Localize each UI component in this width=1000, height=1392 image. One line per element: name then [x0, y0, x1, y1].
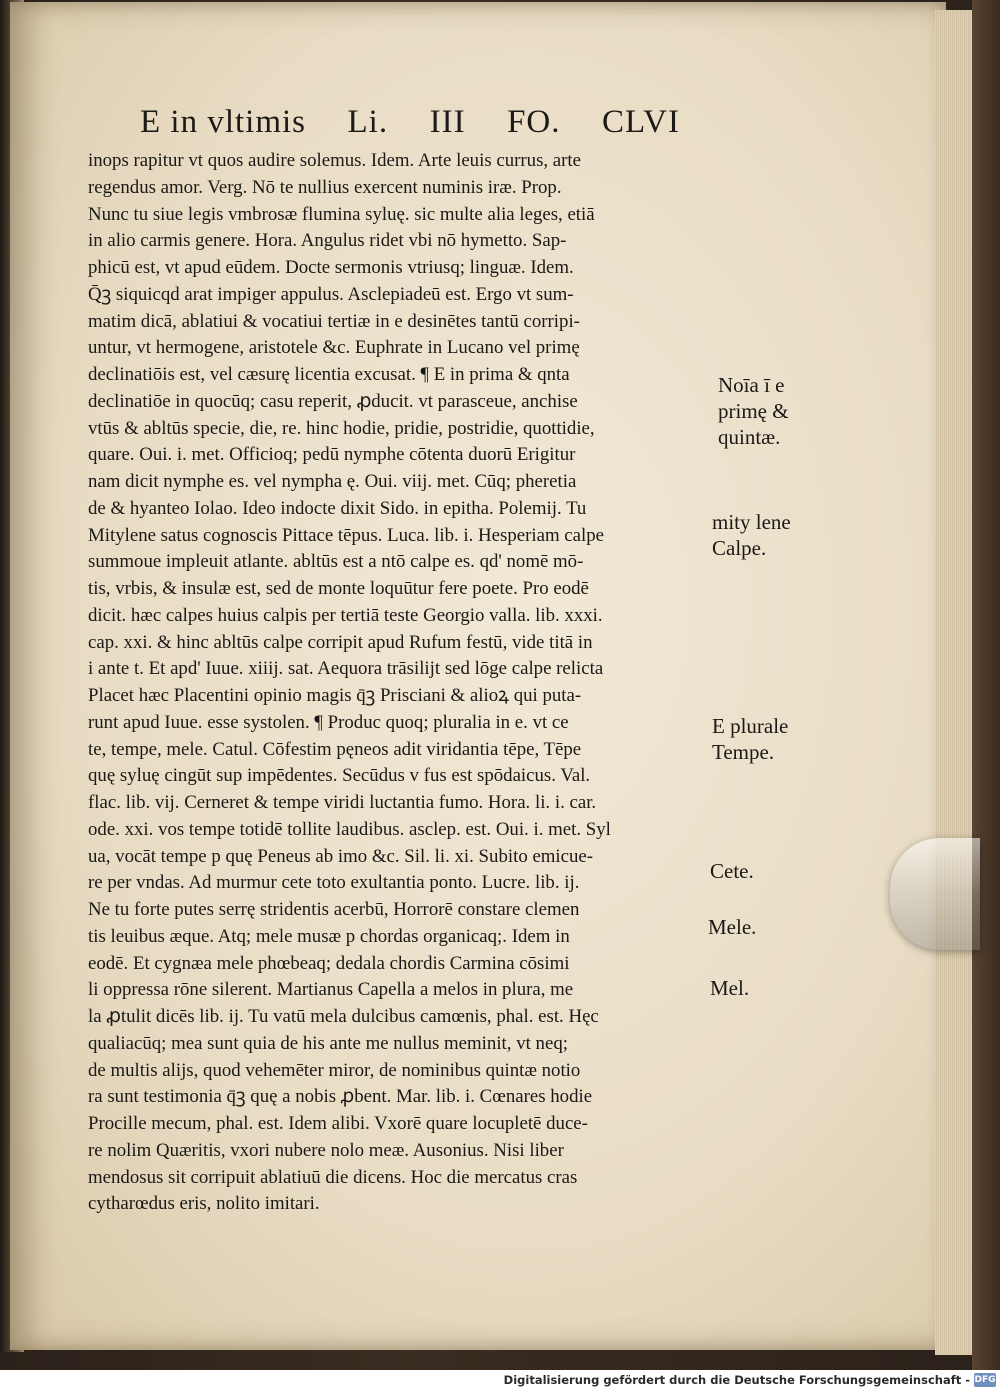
text-line: Placet hæc Placentini opinio magis q̄ꝫ Prisciani & alioꝝ qui puta- — [88, 685, 582, 706]
margin-note-nomina — [718, 372, 789, 450]
text-line: ode. xxi. vos tempe totidē tollite laudibus. asclep. est. Oui. i. met. Syl — [88, 818, 611, 840]
text-line: declinatiōe in quocūq; casu reperit, ꝓducit. vt parasceue, anchise — [88, 390, 578, 412]
margin-note-line: Calpe. — [712, 536, 767, 560]
text-line: phicū est, vt apud eūdem. Docte sermonis vtriusq; linguæ. Idem. — [88, 257, 574, 278]
header-folio-number: CLVI — [602, 104, 680, 140]
text-line: re per vndas. Ad murmur cete toto exultantia ponto. Lucre. lib. ij. — [88, 872, 580, 894]
running-header — [140, 104, 680, 144]
text-line: matim dicā, ablatiui & vocatiui tertiæ in e desinētes tantū corripi- — [88, 310, 580, 332]
text-line: i ante t. Et apd' Iuue. xiiij. sat. Aequora trāsilijt sed lōge calpe relicta — [88, 658, 604, 680]
header-book-number: III — [429, 104, 466, 140]
page-clip-weight — [890, 838, 980, 950]
margin-note-mele: Mele. — [708, 915, 757, 939]
dfg-logo-icon: DFG — [974, 1375, 996, 1385]
funding-credit: Digitalisierung gefördert durch die Deutsche Forschungsgemeinschaft - — [503, 1373, 970, 1387]
margin-note-line: quintæ. — [718, 425, 781, 449]
header-fo: FO. — [507, 104, 561, 140]
text-line: ua, vocāt tempe p quę Peneus ab imo &c. Sil. li. xi. Subito emicue- — [88, 845, 594, 867]
margin-note-cete: Cete. — [710, 859, 754, 883]
main-text-column — [88, 148, 723, 1218]
text-line: quę syluę cingūt sup impēdentes. Secūdus v fus est spōdaicus. Val. — [88, 765, 591, 787]
text-line: tis leuibus æque. Atq; mele musæ p chordas organicaq;. Idem in — [88, 925, 570, 947]
text-line: Procille mecum, phal. est. Idem alibi. Vxorē quare locupletē duce- — [88, 1113, 588, 1134]
text-line: li oppressa rōne silerent. Martianus Capella a melos in plura, me — [88, 979, 574, 1001]
text-line: la ꝓtulit dicēs lib. ij. Tu vatū mela dulcibus camœnis, phal. est. Hęc — [88, 1006, 599, 1027]
text-line: dicit. hæc calpes huius calpis per tertiā teste Georgio valla. lib. xxxi. — [88, 604, 603, 626]
margin-note-e-plurale — [712, 713, 788, 765]
text-line: tis, vrbis, & insulæ est, sed de monte loquūtur fere poete. Pro eodē — [88, 578, 589, 599]
text-line: declinatiōis est, vel cæsurę licentia excusat. ¶ E in prima & qnta — [88, 364, 570, 385]
text-line: vtūs & abltūs specie, die, re. hinc hodie, pridie, postridie, quottidie, — [88, 417, 595, 439]
margin-note-line: primę & — [718, 399, 789, 423]
text-line: te, tempe, mele. Catul. Cōfestim pęneos adit viridantia tēpe, Tēpe — [88, 738, 582, 760]
footer-bar — [0, 1370, 1000, 1392]
text-line: untur, vt hermogene, aristotele &c. Euphrate in Lucano vel primę — [88, 337, 580, 359]
margin-note-mitylene — [712, 509, 791, 561]
text-line: Q̄ꝫ siquicqd arat impiger appulus. Asclepiadeū est. Ergo vt sum- — [88, 283, 574, 305]
header-li: Li. — [347, 104, 389, 140]
text-line: flac. lib. vij. Cerneret & tempe viridi luctantia fumo. Hora. li. i. car. — [88, 792, 597, 813]
margin-note-line: mity lene — [712, 510, 791, 534]
header-section: E in vltimis — [140, 104, 307, 140]
margin-note-line: Noīa ī e — [718, 373, 785, 397]
text-line: runt apud Iuue. esse systolen. ¶ Produc quoq; pluralia in e. vt ce — [88, 711, 569, 733]
text-line: regendus amor. Verg. Nō te nullius exercent numinis iræ. Prop. — [88, 176, 562, 198]
text-line: de multis alijs, quod vehemēter miror, de nominibus quintæ notio — [88, 1059, 581, 1081]
text-line: eodē. Et cygnæa mele phœbeaq; dedala chordis Carmina cōsimi — [88, 952, 570, 974]
book-binding — [972, 0, 1000, 1370]
margin-note-line: E plurale — [712, 714, 789, 738]
text-line: ra sunt testimonia q̄ꝫ quę a nobis ꝓbent. Mar. lib. i. Cœnares hodie — [88, 1086, 593, 1108]
text-line: Nunc tu siue legis vmbrosæ flumina syluę. sic multe alia leges, etiā — [88, 203, 595, 225]
margin-note-mel: Mel. — [710, 976, 750, 1000]
text-line: qualiacūq; mea sunt quia de his ante me nullus meminit, vt neq; — [88, 1032, 568, 1054]
text-line: de & hyanteo Iolao. Ideo indocte dixit Sido. in epitha. Polemij. Tu — [88, 497, 587, 519]
text-line: cytharœdus eris, nolito imitari. — [88, 1193, 320, 1215]
text-line: summoue impleuit atlante. abltūs est a ntō calpe es. qd' nomē mō- — [88, 551, 584, 573]
text-line: inops rapitur vt quos audire solemus. Idem. Arte leuis currus, arte — [88, 150, 582, 171]
text-line: in alio carmis genere. Hora. Angulus ridet vbi nō hymetto. Sap- — [88, 230, 567, 252]
text-line: mendosus sit corripuit ablatiuū die dicens. Hoc die mercatus cras — [88, 1166, 578, 1188]
text-line: Mitylene satus cognoscis Pittace tēpus. Luca. lib. i. Hesperiam calpe — [88, 524, 605, 546]
text-line: re nolim Quæritis, vxori nubere nolo meæ. Ausonius. Nisi liber — [88, 1139, 564, 1161]
text-line: quare. Oui. i. met. Officioq; pedū nymphe cōtenta duorū Erigitur — [88, 444, 576, 466]
page-fore-edge — [935, 10, 975, 1355]
text-line: Ne tu forte putes serrę stridentis acerbū, Horrorē constare clemen — [88, 899, 580, 920]
margin-note-line: Tempe. — [712, 740, 775, 764]
text-line: cap. xxi. & hinc abltūs calpe corripit apud Rufum festū, vide titā in — [88, 631, 593, 653]
text-line: nam dicit nymphe es. vel nympha ę. Oui. viij. met. Cūq; pheretia — [88, 471, 577, 492]
